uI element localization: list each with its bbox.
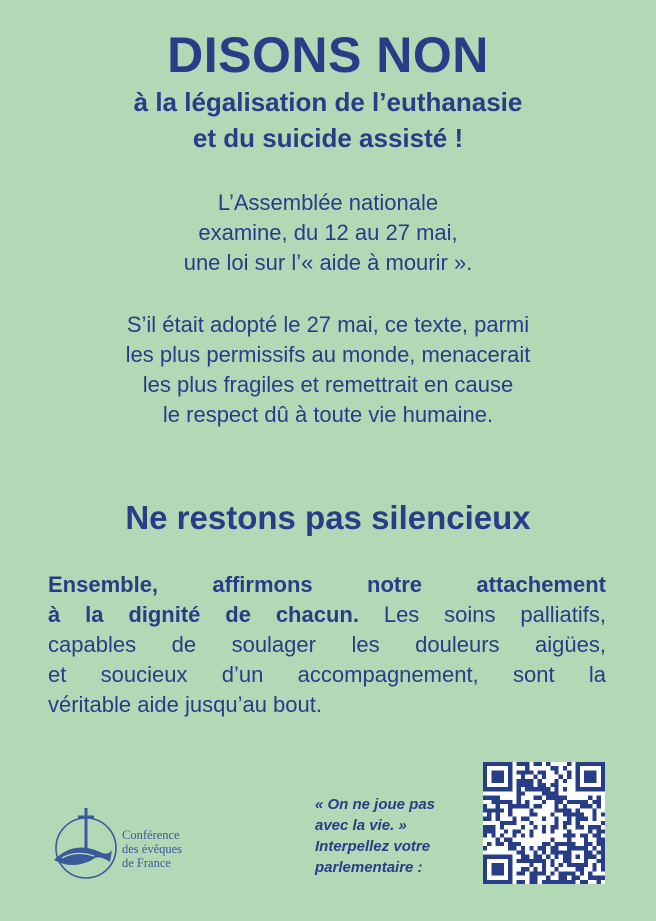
body-line xyxy=(48,570,606,600)
warning-line: S’il était adopté le 27 mai, ce texte, parmi xyxy=(126,312,530,337)
intro-line: une loi sur l’« aide à mourir ». xyxy=(183,250,473,275)
cef-logo xyxy=(48,806,208,886)
body-line: capables de soulager les douleurs aigües, xyxy=(48,632,606,657)
body-paragraph xyxy=(48,570,606,720)
warning-line: les plus fragiles et remettrait en cause xyxy=(142,372,514,397)
warning-line: les plus permissifs au monde, menacerait xyxy=(125,342,531,367)
body-bold-text: Ensemble, affirmons notre attachement xyxy=(48,572,606,597)
logo-line: de France xyxy=(122,856,171,870)
body-line: véritable aide jusqu’au bout. xyxy=(48,692,322,717)
body-bold-text: à la dignité de chacun. xyxy=(48,602,359,627)
call-to-action-quote xyxy=(315,794,483,878)
warning-line: le respect dû à toute vie humaine. xyxy=(162,402,494,427)
body-line: et soucieux d’un accompagnement, sont la xyxy=(48,662,606,687)
subtitle-line: à la légalisation de l’euthanasie xyxy=(133,87,523,117)
quote-line: « On ne joue pas xyxy=(315,796,436,813)
main-title: DISONS NON xyxy=(167,27,489,83)
subtitle xyxy=(0,84,656,156)
quote-line: parlementaire : xyxy=(315,859,423,876)
qr-code-icon[interactable] xyxy=(483,762,605,884)
body-line xyxy=(48,600,606,630)
body-text: Les soins palliatifs, xyxy=(358,602,606,627)
logo-text xyxy=(122,828,182,870)
warning-paragraph xyxy=(0,310,656,430)
intro-line: examine, du 12 au 27 mai, xyxy=(198,220,458,245)
intro-paragraph xyxy=(0,188,656,278)
section-heading: Ne restons pas silencieux xyxy=(125,499,531,536)
intro-line: L’Assemblée nationale xyxy=(217,190,439,215)
cross-fish-icon xyxy=(48,806,120,886)
quote-line: avec la vie. » xyxy=(315,817,407,834)
subtitle-line: et du suicide assisté ! xyxy=(192,123,464,153)
logo-line: Conférence xyxy=(122,828,180,842)
quote-line: Interpellez votre xyxy=(315,838,431,855)
logo-line: des évêques xyxy=(122,842,183,856)
